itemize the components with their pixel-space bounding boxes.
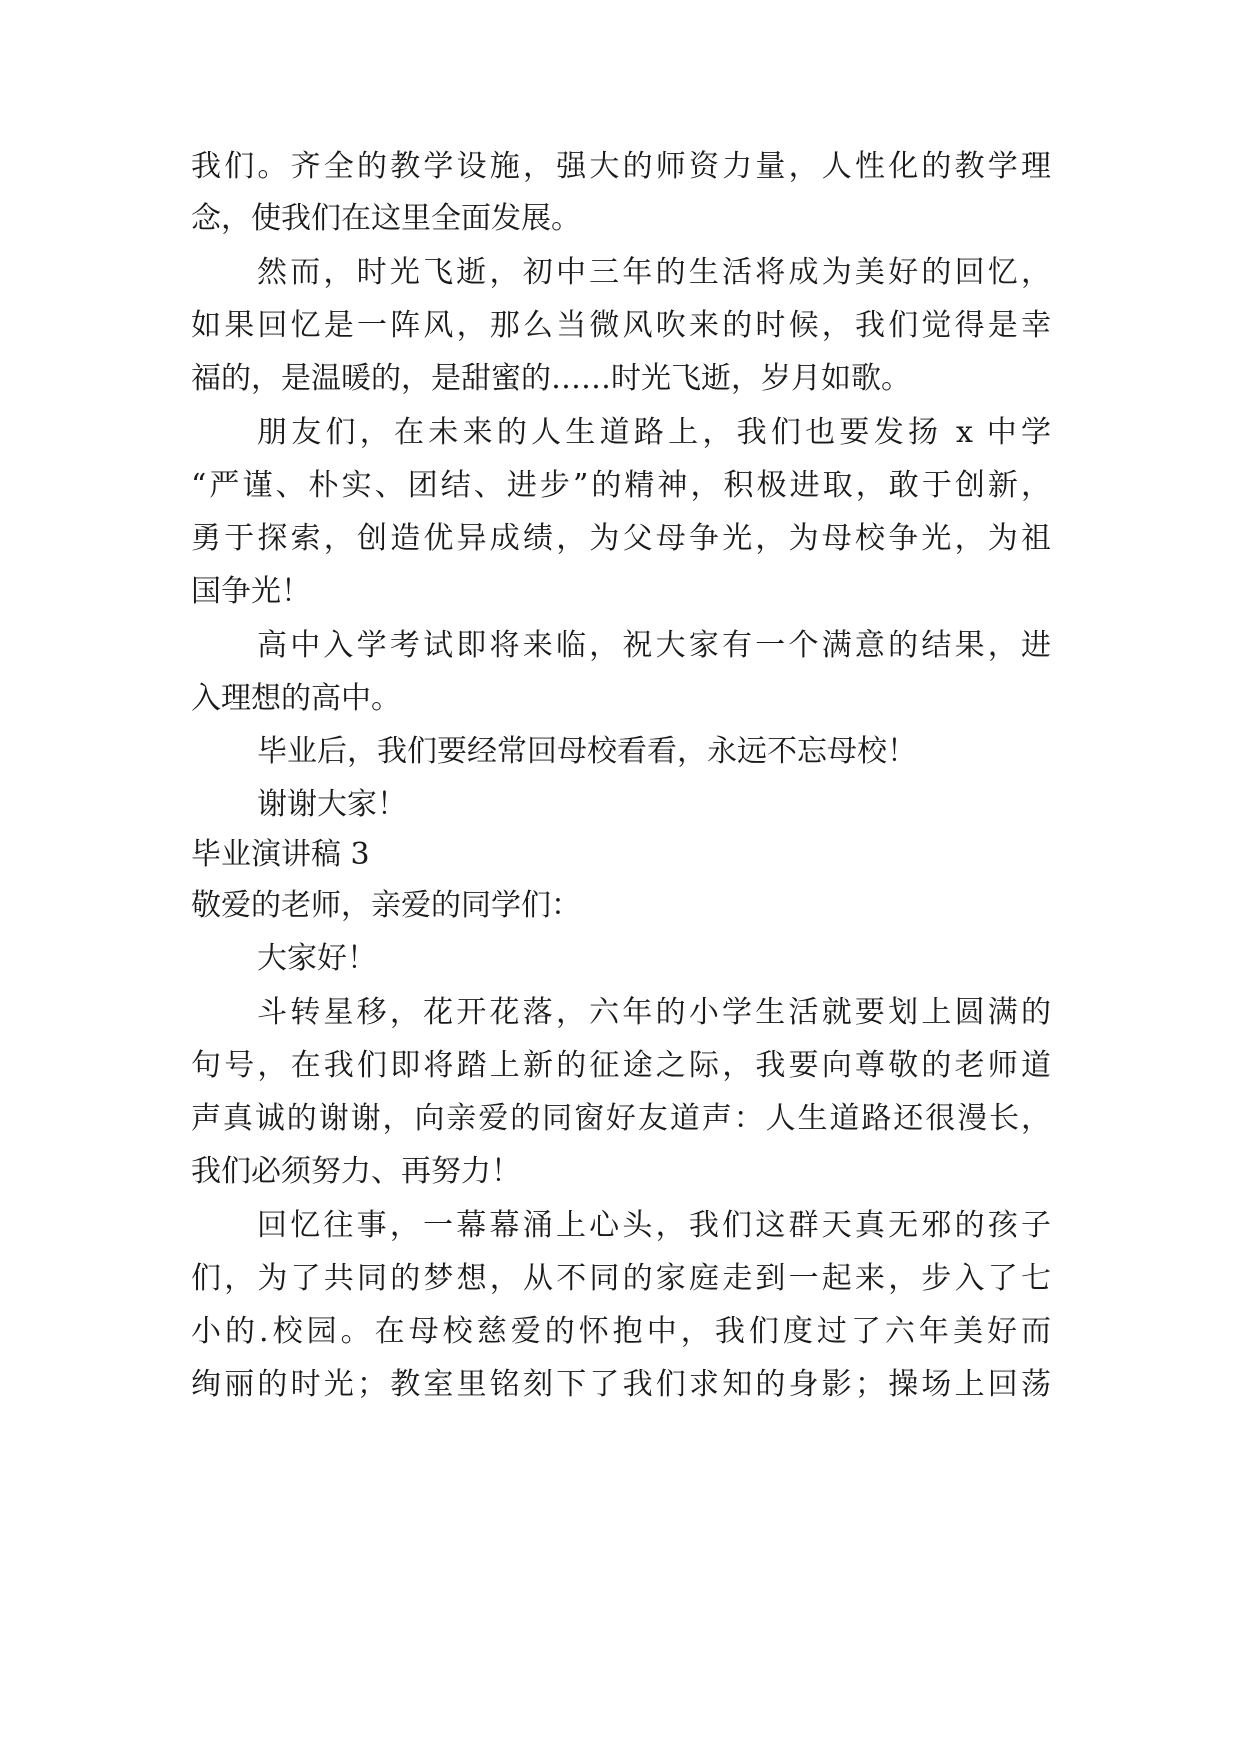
text-line: 如果回忆是一阵风，那么当微风吹来的时候，我们觉得是幸 bbox=[191, 308, 1051, 343]
text-line: 句号，在我们即将踏上新的征途之际，我要向尊敬的老师道 bbox=[191, 1048, 1051, 1083]
text-line: 入理想的高中。 bbox=[191, 681, 401, 716]
text-line: 国争光！ bbox=[191, 574, 311, 609]
text-line: 我们。齐全的教学设施，强大的师资力量，人性化的教学理 bbox=[191, 149, 1051, 184]
text-line: 念，使我们在这里全面发展。 bbox=[191, 201, 581, 236]
text-line: 福的，是温暖的，是甜蜜的……时光飞逝，岁月如歌。 bbox=[191, 361, 911, 396]
section-title: 毕业演讲稿 3 bbox=[191, 837, 370, 872]
text-line: 高中入学考试即将来临，祝大家有一个满意的结果，进 bbox=[257, 628, 1051, 663]
text-line: 毕业后，我们要经常回母校看看，永远不忘母校！ bbox=[257, 734, 917, 769]
text-line: 朋友们，在未来的人生道路上，我们也要发扬 x 中学 bbox=[257, 415, 1051, 450]
text-line: 我们必须努力、再努力！ bbox=[191, 1154, 521, 1189]
text-line: 谢谢大家！ bbox=[257, 787, 407, 822]
text-line: 回忆往事，一幕幕涌上心头，我们这群天真无邪的孩子 bbox=[257, 1208, 1051, 1243]
text-line: “严谨、朴实、团结、进步”的精神，积极进取，敢于创新， bbox=[191, 468, 1051, 503]
text-line: 勇于探索，创造优异成绩，为父母争光，为母校争光，为祖 bbox=[191, 521, 1051, 556]
text-line: 绚丽的时光；教室里铭刻下了我们求知的身影；操场上回荡 bbox=[191, 1367, 1051, 1402]
text-line: 斗转星移，花开花落，六年的小学生活就要划上圆满的 bbox=[257, 995, 1051, 1030]
greeting: 大家好！ bbox=[257, 941, 377, 976]
text-line: 然而，时光飞逝，初中三年的生活将成为美好的回忆， bbox=[257, 255, 1051, 290]
salutation: 敬爱的老师，亲爱的同学们： bbox=[191, 888, 581, 923]
text-line: 声真诚的谢谢，向亲爱的同窗好友道声：人生道路还很漫长， bbox=[191, 1101, 1051, 1136]
text-line: 小的.校园。在母校慈爱的怀抱中，我们度过了六年美好而 bbox=[191, 1314, 1051, 1349]
text-line: 们，为了共同的梦想，从不同的家庭走到一起来，步入了七 bbox=[191, 1261, 1051, 1296]
